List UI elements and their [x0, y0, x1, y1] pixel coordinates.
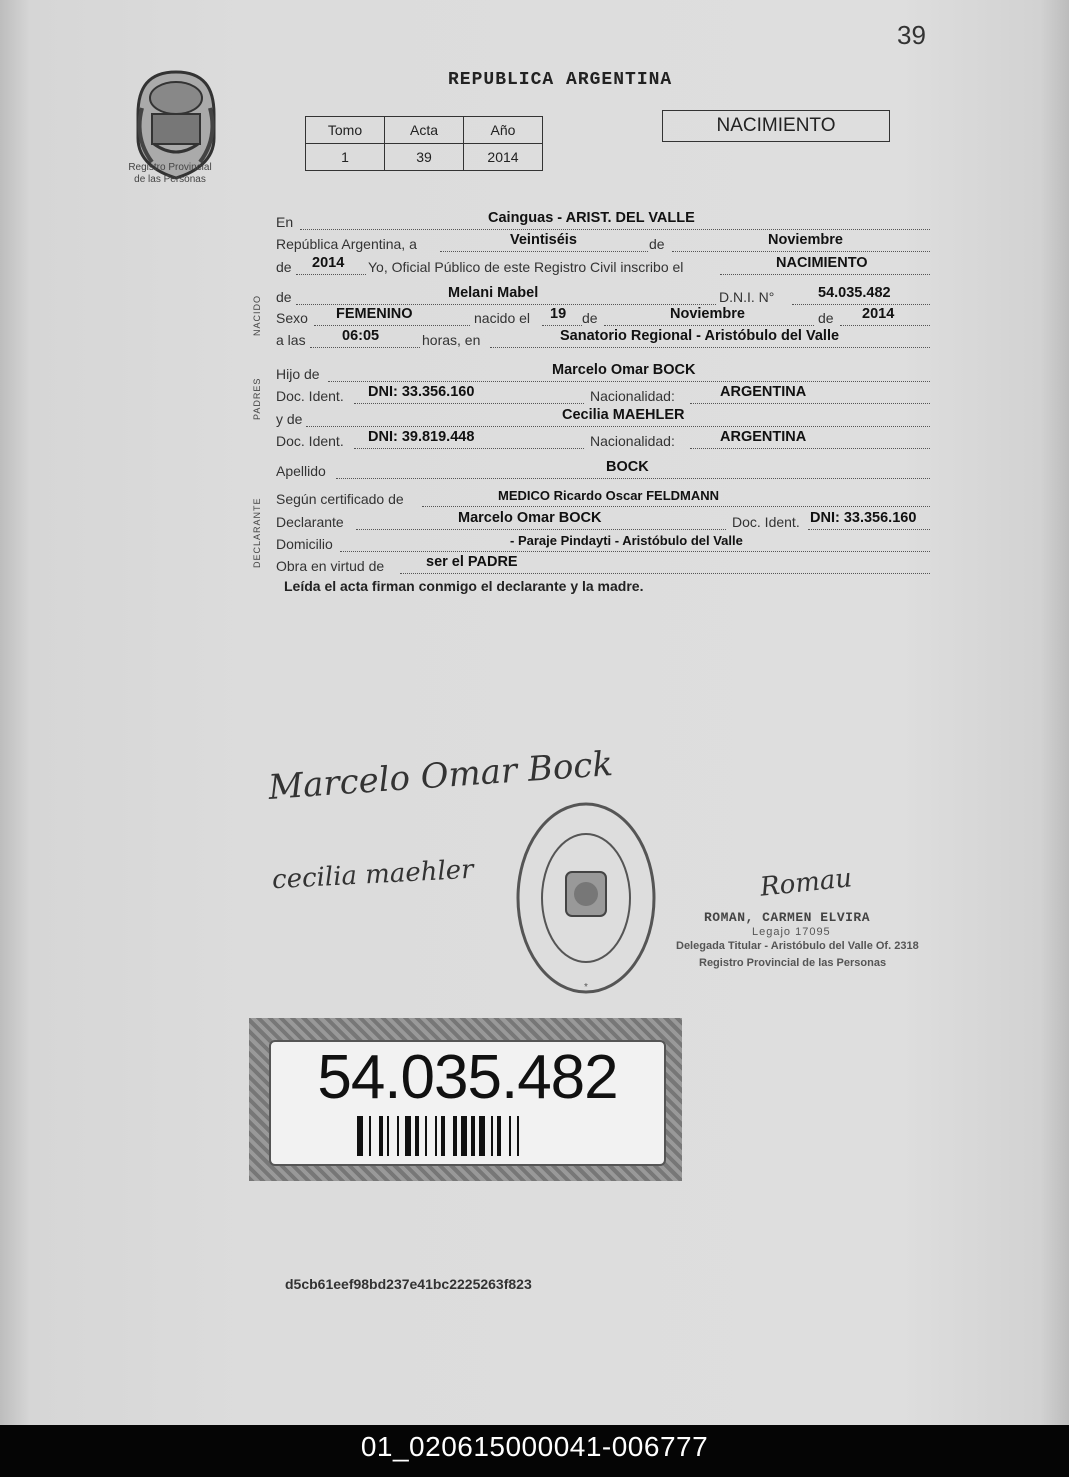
year-value: 2014 — [312, 255, 345, 271]
barcode-label — [249, 1018, 682, 1181]
row-en — [276, 208, 930, 232]
registry-table-header — [306, 117, 543, 144]
row-sexo — [276, 304, 930, 328]
row-declarante — [276, 508, 930, 532]
father-doc-label: Doc. Ident. — [276, 388, 344, 404]
father-signature: Marcelo Omar Bock — [267, 744, 615, 808]
domicilio-value: - Paraje Pindayti - Aristóbulo del Valle — [510, 533, 743, 548]
republica-label: República Argentina, a — [276, 236, 417, 252]
declarante-doc-value: DNI: 33.356.160 — [810, 510, 917, 526]
father-doc: DNI: 33.356.160 — [368, 384, 475, 400]
row-hora — [276, 326, 930, 350]
mother-name: Cecilia MAEHLER — [562, 407, 685, 423]
father-nationality: ARGENTINA — [720, 384, 807, 400]
document-type-box: NACIMIENTO — [662, 110, 890, 142]
alas-label: a las — [276, 332, 306, 348]
apellido-label: Apellido — [276, 463, 326, 479]
page-number: 39 — [897, 20, 926, 50]
official-signature: Romau — [758, 863, 854, 903]
row-obra — [276, 552, 930, 576]
declarante-doc-label: Doc. Ident. — [732, 514, 800, 530]
apellido-value: BOCK — [606, 459, 649, 475]
mother-doc-label: Doc. Ident. — [276, 433, 344, 449]
father-nationality-label: Nacionalidad: — [590, 388, 675, 404]
row-mother — [276, 405, 930, 429]
obra-value: ser el PADRE — [426, 554, 518, 570]
name-value: Melani Mabel — [448, 285, 539, 301]
mother-signature: cecilia maehler — [271, 854, 475, 896]
ano-header: Año — [464, 117, 543, 144]
horas-label: horas, en — [422, 332, 481, 348]
official-role: Delegada Titular - Aristóbulo del Valle Of. 2318 — [676, 940, 919, 952]
document-title: REPUBLICA ARGENTINA — [448, 70, 673, 90]
ano-value: 2014 — [464, 144, 543, 171]
day-value: Veintiséis — [510, 232, 577, 248]
de-name-label: de — [276, 289, 292, 305]
de-label: de — [649, 236, 665, 252]
section-declarante: DECLARANTE — [252, 497, 262, 568]
mother-nationality-label: Nacionalidad: — [590, 433, 675, 449]
registry-table — [305, 116, 543, 171]
svg-text:*: * — [584, 982, 588, 993]
mother-nationality: ARGENTINA — [720, 429, 807, 445]
official-name: ROMAN, CARMEN ELVIRA — [704, 910, 871, 925]
row-segun — [276, 485, 930, 509]
dni-label: D.N.I. N° — [719, 289, 775, 305]
mother-doc: DNI: 39.819.448 — [368, 429, 475, 445]
domicilio-label: Domicilio — [276, 536, 333, 552]
row-hijo — [276, 360, 930, 384]
logo-caption: Registro Provincial de las Personas — [128, 162, 212, 185]
barcode-inner — [269, 1040, 666, 1166]
segun-label: Según certificado de — [276, 491, 404, 507]
row-mother-doc — [276, 427, 930, 451]
obra-label: Obra en virtud de — [276, 558, 385, 574]
closing-text: Leída el acta firman conmigo el declarante y la madre. — [284, 578, 644, 594]
registry-table-row — [306, 144, 543, 171]
father-name: Marcelo Omar BOCK — [552, 362, 696, 378]
birth-year: 2014 — [862, 306, 895, 322]
nacido-label: nacido el — [474, 310, 531, 326]
de-birth-label: de — [582, 310, 598, 326]
tomo-header: Tomo — [306, 117, 385, 144]
barcode-icon — [357, 1116, 579, 1156]
declarante-value: Marcelo Omar BOCK — [458, 510, 602, 526]
row-year — [276, 253, 930, 277]
footer-id: 01_020615000041-006777 — [360, 1431, 709, 1462]
hijo-label: Hijo de — [276, 366, 320, 382]
tomo-value: 1 — [306, 144, 385, 171]
segun-value: MEDICO Ricardo Oscar FELDMANN — [498, 488, 720, 503]
de-year-label: de — [276, 259, 292, 275]
en-label: En — [276, 214, 294, 230]
hour-value: 06:05 — [342, 328, 380, 344]
month-value: Noviembre — [768, 232, 843, 248]
declarante-label: Declarante — [276, 514, 344, 530]
official-legajo: Legajo 17095 — [752, 926, 831, 938]
de-birth-year-label: de — [818, 310, 834, 326]
inscribe-value: NACIMIENTO — [776, 255, 868, 271]
en-value: Cainguas - ARIST. DEL VALLE — [488, 210, 695, 226]
sexo-value: FEMENINO — [336, 306, 413, 322]
birth-month: Noviembre — [670, 306, 745, 322]
acta-value: 39 — [385, 144, 464, 171]
yde-label: y de — [276, 411, 303, 427]
acta-header: Acta — [385, 117, 464, 144]
row-apellido — [276, 457, 930, 481]
place-value: Sanatorio Regional - Aristóbulo del Valle — [560, 328, 840, 344]
row-domicilio — [276, 530, 930, 554]
registry-seal-icon — [514, 800, 658, 1000]
sexo-label: Sexo — [276, 310, 308, 326]
barcode-number: 54.035.482 — [317, 1043, 618, 1112]
birth-day: 19 — [550, 306, 567, 322]
section-padres: PADRES — [252, 377, 262, 420]
section-nacido: NACIDO — [252, 294, 262, 336]
document-hash: d5cb61eef98bd237e41bc2225263f823 — [285, 1276, 532, 1292]
official-registry: Registro Provincial de las Personas — [699, 957, 887, 969]
row-date — [276, 230, 930, 254]
footer-bar — [0, 1425, 1069, 1477]
yo-text: Yo, Oficial Público de este Registro Civil inscribo el — [368, 259, 684, 275]
row-father-doc — [276, 382, 930, 406]
dni-value: 54.035.482 — [818, 285, 891, 301]
